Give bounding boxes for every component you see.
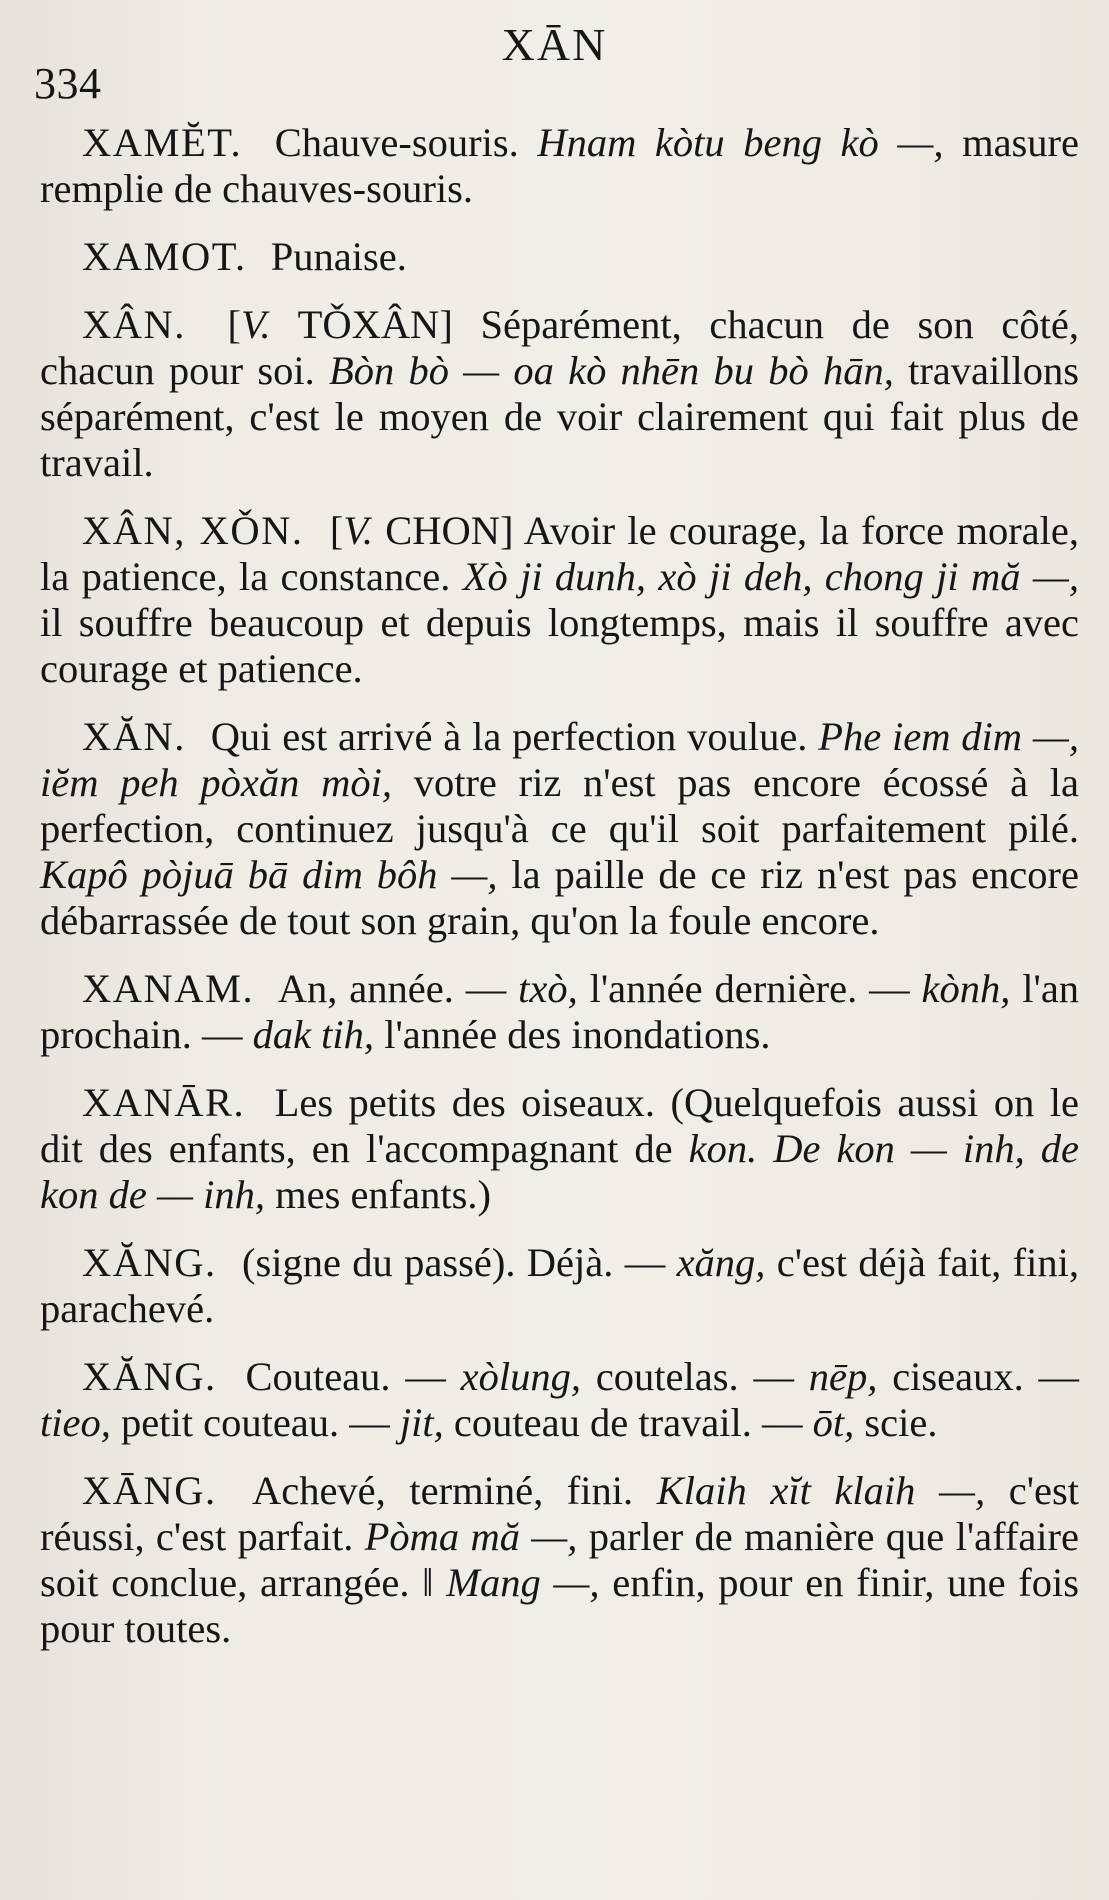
- entry-text: la paille de ce riz n'est pas encore débarrassée de tout son grain, qu'on la foule encore.: [40, 852, 1079, 943]
- bracket-open: [: [329, 508, 344, 553]
- entry-example: Pòma mă —,: [364, 1514, 578, 1559]
- bracket-open: [: [227, 302, 242, 347]
- entry-headword: XĀNG.: [82, 1468, 217, 1513]
- entry-example: tieo,: [40, 1400, 111, 1445]
- entry-headword: XANAM.: [82, 966, 255, 1011]
- page-number: 334: [34, 59, 102, 108]
- entry-example: Xò ji dunh, xò ji deh, chong ji mă —,: [462, 554, 1079, 599]
- entry-example: kon. De kon — inh, de kon de — inh,: [40, 1126, 1080, 1217]
- entry-example: jit,: [399, 1400, 444, 1445]
- entry-text: ciseaux. —: [892, 1354, 1080, 1399]
- dictionary-entry: [40, 234, 1079, 280]
- dictionary-entry: [40, 1080, 1079, 1218]
- entry-text: travaillons séparément, c'est le moyen de voir clairement qui fait plus de travail.: [40, 348, 1080, 485]
- entry-text: l'année dernière. —: [589, 966, 910, 1011]
- entry-text: Achevé, terminé, fini.: [251, 1468, 634, 1513]
- entry-text: il souffre beaucoup et depuis longtemps, mais il souffre avec courage et patience.: [40, 600, 1079, 691]
- entry-headword: XAMOT.: [82, 234, 247, 279]
- entry-text: enfin, pour en finir, une fois pour toutes.: [40, 1560, 1080, 1651]
- entry-text: Les petits des oiseaux. (Quelquefois aussi on le dit des enfants, en l'accompagnant de: [40, 1080, 1080, 1171]
- cross-reference-see: V.: [343, 508, 373, 553]
- entry-text: Séparément, chacun de son côté, chacun pour soi.: [40, 302, 1080, 393]
- entry-text: coutelas. —: [595, 1354, 794, 1399]
- entry-text: Punaise.: [270, 234, 407, 279]
- entry-example: xăng,: [676, 1240, 766, 1285]
- entry-example: nēp,: [808, 1354, 878, 1399]
- dictionary-entry: [40, 302, 1079, 486]
- entry-headword: XAMĔT.: [82, 120, 243, 165]
- entry-text: Qui est arrivé à la perfection voulue.: [210, 714, 808, 759]
- cross-reference: [330, 508, 514, 553]
- dictionary-entry: [40, 1240, 1079, 1332]
- entry-text: An, année. —: [277, 966, 507, 1011]
- entry-example: Mang —,: [446, 1560, 600, 1605]
- entry-text: c'est réussi, c'est parfait.: [40, 1468, 1079, 1559]
- entry-example: kònh,: [921, 966, 1011, 1011]
- entry-headword: XĂNG.: [82, 1240, 217, 1285]
- entry-text: Couteau. —: [245, 1354, 446, 1399]
- entry-example: Bòn bò — oa kò nhēn bu bò hān,: [328, 348, 894, 393]
- dictionary-entry: [40, 120, 1079, 212]
- dictionary-entry: [40, 508, 1079, 692]
- entry-text: l'année des inondations.: [384, 1012, 771, 1057]
- entry-text: masure remplie de chauves-souris.: [40, 120, 1080, 211]
- cross-reference-word: CHON: [385, 508, 501, 553]
- page-body: [40, 120, 1079, 1674]
- entry-example: ōt,: [812, 1400, 855, 1445]
- dictionary-entry: [40, 1354, 1079, 1446]
- bracket-close: ]: [439, 302, 453, 347]
- entry-headword: XANĀR.: [82, 1080, 246, 1125]
- entry-example: Kapô pòjuā bā dim bôh —,: [40, 852, 498, 897]
- entry-text: mes enfants.): [275, 1172, 492, 1217]
- entry-example: Hnam kòtu beng kò —,: [537, 120, 944, 165]
- entry-text: scie.: [864, 1400, 938, 1445]
- entry-example: txò,: [518, 966, 578, 1011]
- entry-example: dak tih,: [252, 1012, 375, 1057]
- dictionary-entry: [40, 1468, 1079, 1652]
- dictionary-entry: [40, 966, 1079, 1058]
- entry-headword: XÂN.: [82, 302, 186, 347]
- entry-text: parler de manière que l'affaire soit conclue, arrangée. ‖: [40, 1514, 1080, 1605]
- entry-text: l'an prochain. —: [40, 966, 1080, 1057]
- entry-headword: XĂN.: [82, 714, 186, 759]
- entry-example: xòlung,: [460, 1354, 582, 1399]
- running-head: XĀN: [501, 19, 608, 70]
- entry-text: (signe du passé). Déjà. —: [241, 1240, 666, 1285]
- cross-reference-word: TǑXÂN: [297, 302, 440, 347]
- cross-reference-see: V.: [241, 302, 271, 347]
- dictionary-entry: [40, 714, 1079, 944]
- entry-headword: XĂNG.: [82, 1354, 217, 1399]
- entry-text: couteau de travail. —: [453, 1400, 803, 1445]
- entry-example: Phe iem dim —, iĕm peh pòxăn mòi,: [40, 714, 1080, 805]
- cross-reference: [228, 302, 453, 347]
- entry-text: Chauve-souris.: [274, 120, 519, 165]
- page-header: [0, 18, 1109, 108]
- entry-text: c'est déjà fait, fini, parachevé.: [40, 1240, 1079, 1331]
- entry-text: votre riz n'est pas encore écossé à la perfection, continuez jusqu'à ce qu'il soit parfaitement pilé.: [40, 760, 1079, 851]
- bracket-close: ]: [500, 508, 514, 553]
- entry-headword: XÂN, XǑN.: [82, 508, 304, 553]
- entry-example: Klaih xĭt klaih —,: [656, 1468, 986, 1513]
- entry-text: petit couteau. —: [120, 1400, 390, 1445]
- entry-text: Avoir le courage, la force morale, la patience, la constance.: [40, 508, 1080, 599]
